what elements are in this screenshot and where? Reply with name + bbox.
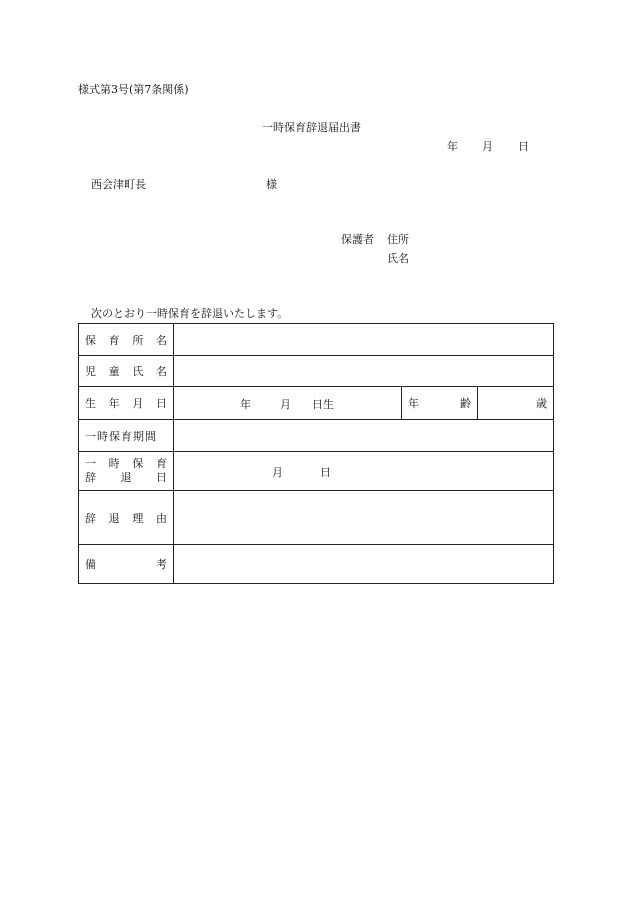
facility-name-field[interactable] [174,324,554,356]
row-facility-name [79,324,554,356]
child-name-label: 児 童 氏 名 [79,356,174,387]
row-withdraw-date [79,452,554,491]
row-remarks [79,545,554,584]
addressee-honorific: 様 [266,178,277,191]
guardian-label: 保護者 [341,233,374,246]
row-birth-date [79,387,554,420]
withdrawal-form-table [78,323,554,584]
guardian-name-label: 氏名 [387,252,409,265]
period-field[interactable] [174,420,554,452]
reason-label: 辞 退 理 由 [79,491,174,545]
addressee-name: 西会津町長 [91,178,146,191]
document-title: 一時保育辞退届出書 [262,121,361,134]
form-number: 様式第3号(第7条関係) [78,83,189,96]
age-label: 年 齢 [402,387,478,420]
date-month-label: 月 [482,140,493,153]
reason-field[interactable] [174,491,554,545]
birth-date-field[interactable]: 年 月 日生 [174,387,402,420]
facility-name-label: 保 育 所 名 [79,324,174,356]
row-reason [79,491,554,545]
remarks-label: 備 考 [79,545,174,584]
age-field[interactable]: 歳 [478,387,554,420]
period-label: 一時保育期間 [79,420,174,452]
row-period [79,420,554,452]
guardian-address-label: 住所 [387,233,409,246]
withdraw-date-label: 一 時 保 育 辞 退 日 [79,452,174,491]
withdraw-date-field[interactable]: 月 日 [174,452,554,491]
date-day-label: 日 [518,140,529,153]
date-year-label: 年 [447,140,458,153]
intro-text: 次のとおり一時保育を辞退いたします。 [91,307,289,320]
row-child-name [79,356,554,387]
child-name-field[interactable] [174,356,554,387]
birth-date-label: 生 年 月 日 [79,387,174,420]
remarks-field[interactable] [174,545,554,584]
